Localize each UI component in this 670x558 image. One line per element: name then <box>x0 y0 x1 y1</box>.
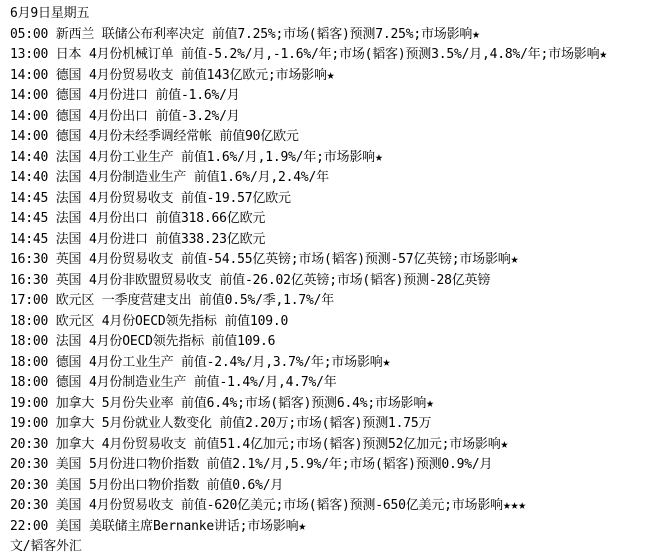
event-line: 14:45 法国 4月份出口 前值318.66亿欧元 <box>10 211 266 226</box>
event-line: 19:00 加拿大 5月份就业人数变化 前值2.20万;市场(韬客)预测1.75万 <box>10 416 432 431</box>
footer-credit: 文/韬客外汇 <box>10 539 82 554</box>
event-line: 14:40 法国 4月份工业生产 前值1.6%/月,1.9%/年;市场影响★ <box>10 149 383 165</box>
event-line: 20:30 美国 5月份出口物价指数 前值0.6%/月 <box>10 477 284 493</box>
event-line: 14:00 德国 4月份未经季调经常帐 前值90亿欧元 <box>10 129 299 144</box>
event-line: 16:30 英国 4月份非欧盟贸易收支 前值-26.02亿英镑;市场(韬客)预测-28亿英镑 <box>10 272 491 288</box>
event-line: 18:00 德国 4月份制造业生产 前值-1.4%/月,4.7%/年 <box>10 375 337 390</box>
event-line: 19:00 加拿大 5月份失业率 前值6.4%;市场(韬客)预测6.4%;市场影响★ <box>10 395 434 411</box>
economic-calendar <box>10 4 665 558</box>
event-line: 18:00 德国 4月份工业生产 前值-2.4%/月,3.7%/年;市场影响★ <box>10 354 391 370</box>
event-line: 18:00 欧元区 4月份OECD领先指标 前值109.0 <box>10 313 289 329</box>
event-line: 22:00 美国 美联储主席Bernanke讲话;市场影响★ <box>10 518 307 534</box>
event-line: 13:00 日本 4月份机械订单 前值-5.2%/月,-1.6%/年;市场(韬客)预测3.5%/月,4.8%/年;市场影响★ <box>10 47 608 62</box>
event-line: 20:30 美国 5月份进口物价指数 前值2.1%/月,5.9%/年;市场(韬客)预测0.9%/月 <box>10 457 493 472</box>
event-line: 14:00 德国 4月份贸易收支 前值143亿欧元;市场影响★ <box>10 67 335 83</box>
event-line: 16:30 英国 4月份贸易收支 前值-54.55亿英镑;市场(韬客)预测-57亿英镑;市场影响★ <box>10 252 519 267</box>
event-line: 14:45 法国 4月份贸易收支 前值-19.57亿欧元 <box>10 190 291 206</box>
event-line: 18:00 法国 4月份OECD领先指标 前值109.6 <box>10 334 276 349</box>
event-line: 05:00 新西兰 联储公布利率决定 前值7.25%;市场(韬客)预测7.25%;市场影响★ <box>10 26 480 42</box>
date-heading: 6月9日星期五 <box>10 6 90 21</box>
event-line: 14:45 法国 4月份进口 前值338.23亿欧元 <box>10 231 266 247</box>
event-line: 20:30 美国 4月份贸易收支 前值-620亿美元;市场(韬客)预测-650亿美元;市场影响★★★ <box>10 498 526 513</box>
event-line: 14:00 德国 4月份进口 前值-1.6%/月 <box>10 88 240 103</box>
event-line: 14:00 德国 4月份出口 前值-3.2%/月 <box>10 108 240 124</box>
event-line: 14:40 法国 4月份制造业生产 前值1.6%/月,2.4%/年 <box>10 170 329 185</box>
event-line: 20:30 加拿大 4月份贸易收支 前值51.4亿加元;市场(韬客)预测52亿加元;市场影响★ <box>10 436 509 452</box>
event-line: 17:00 欧元区 一季度营建支出 前值0.5%/季,1.7%/年 <box>10 293 335 308</box>
